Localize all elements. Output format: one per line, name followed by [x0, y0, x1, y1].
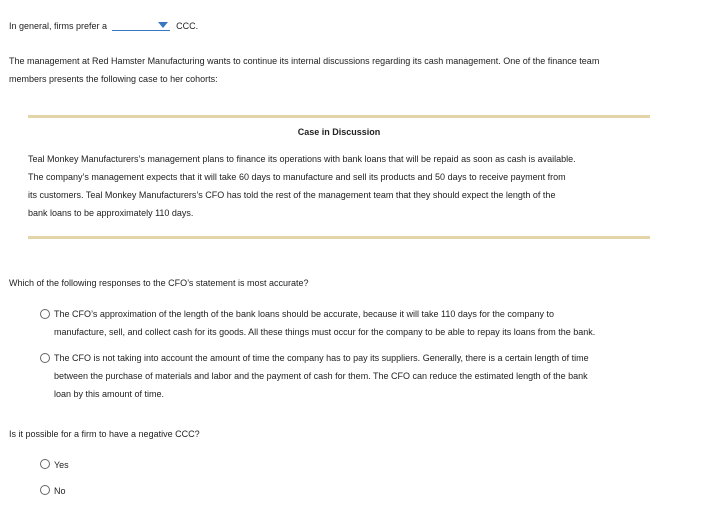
case-line-3: its customers. Teal Monkey Manufacturers’s CFO has told the rest of the management team that they should expect the length of the	[28, 190, 556, 200]
case-title: Case in Discussion	[297, 127, 381, 137]
case-top-rule	[28, 115, 650, 118]
q1-sentence	[9, 19, 198, 33]
case-line-2: The company’s management expects that it will take 60 days to manufacture and sell its products and 50 days to receive payment from	[28, 172, 566, 182]
q3-option-no-label[interactable]: No	[54, 486, 66, 496]
q2-option-2-line-2[interactable]: between the purchase of materials and labor and the payment of cash for them. The CFO can reduce the estimated length of the bank	[54, 371, 588, 381]
q2-option-1-radio[interactable]	[40, 309, 50, 319]
q3-option-no-radio[interactable]	[40, 485, 50, 495]
intro-line-1: The management at Red Hamster Manufacturing wants to continue its internal discussions regarding its cash management. One of the finance team	[9, 56, 600, 66]
case-line-1: Teal Monkey Manufacturers’s management plans to finance its operations with bank loans that will be repaid as soon as cash is available.	[28, 154, 576, 164]
q2-question: Which of the following responses to the CFO’s statement is most accurate?	[9, 278, 309, 288]
q2-option-1-line-1[interactable]: The CFO’s approximation of the length of the bank loans should be accurate, because it will take 110 days for the company to	[54, 309, 554, 319]
q2-option-1-line-2[interactable]: manufacture, sell, and collect cash for its goods. All these things must occur for the company to be able to repay its loans from the bank.	[54, 327, 596, 337]
q2-option-2-line-1[interactable]: The CFO is not taking into account the amount of time the company has to pay its suppliers. Generally, there is a certain length of time	[54, 353, 589, 363]
q1-prefix: In general, firms prefer a	[9, 21, 108, 31]
q3-option-yes-radio[interactable]	[40, 459, 50, 469]
q3-option-yes-label[interactable]: Yes	[54, 460, 69, 470]
q3-question: Is it possible for a firm to have a negative CCC?	[9, 429, 200, 439]
q2-option-2-radio[interactable]	[40, 353, 50, 363]
chevron-down-icon	[158, 22, 168, 28]
case-bottom-rule	[28, 236, 650, 239]
intro-line-2: members presents the following case to her cohorts:	[9, 74, 218, 84]
ccc-dropdown[interactable]	[112, 19, 170, 31]
q2-option-2-line-3[interactable]: loan by this amount of time.	[54, 389, 165, 399]
q1-suffix: CCC.	[176, 21, 199, 31]
case-line-4: bank loans to be approximately 110 days.	[28, 208, 194, 218]
